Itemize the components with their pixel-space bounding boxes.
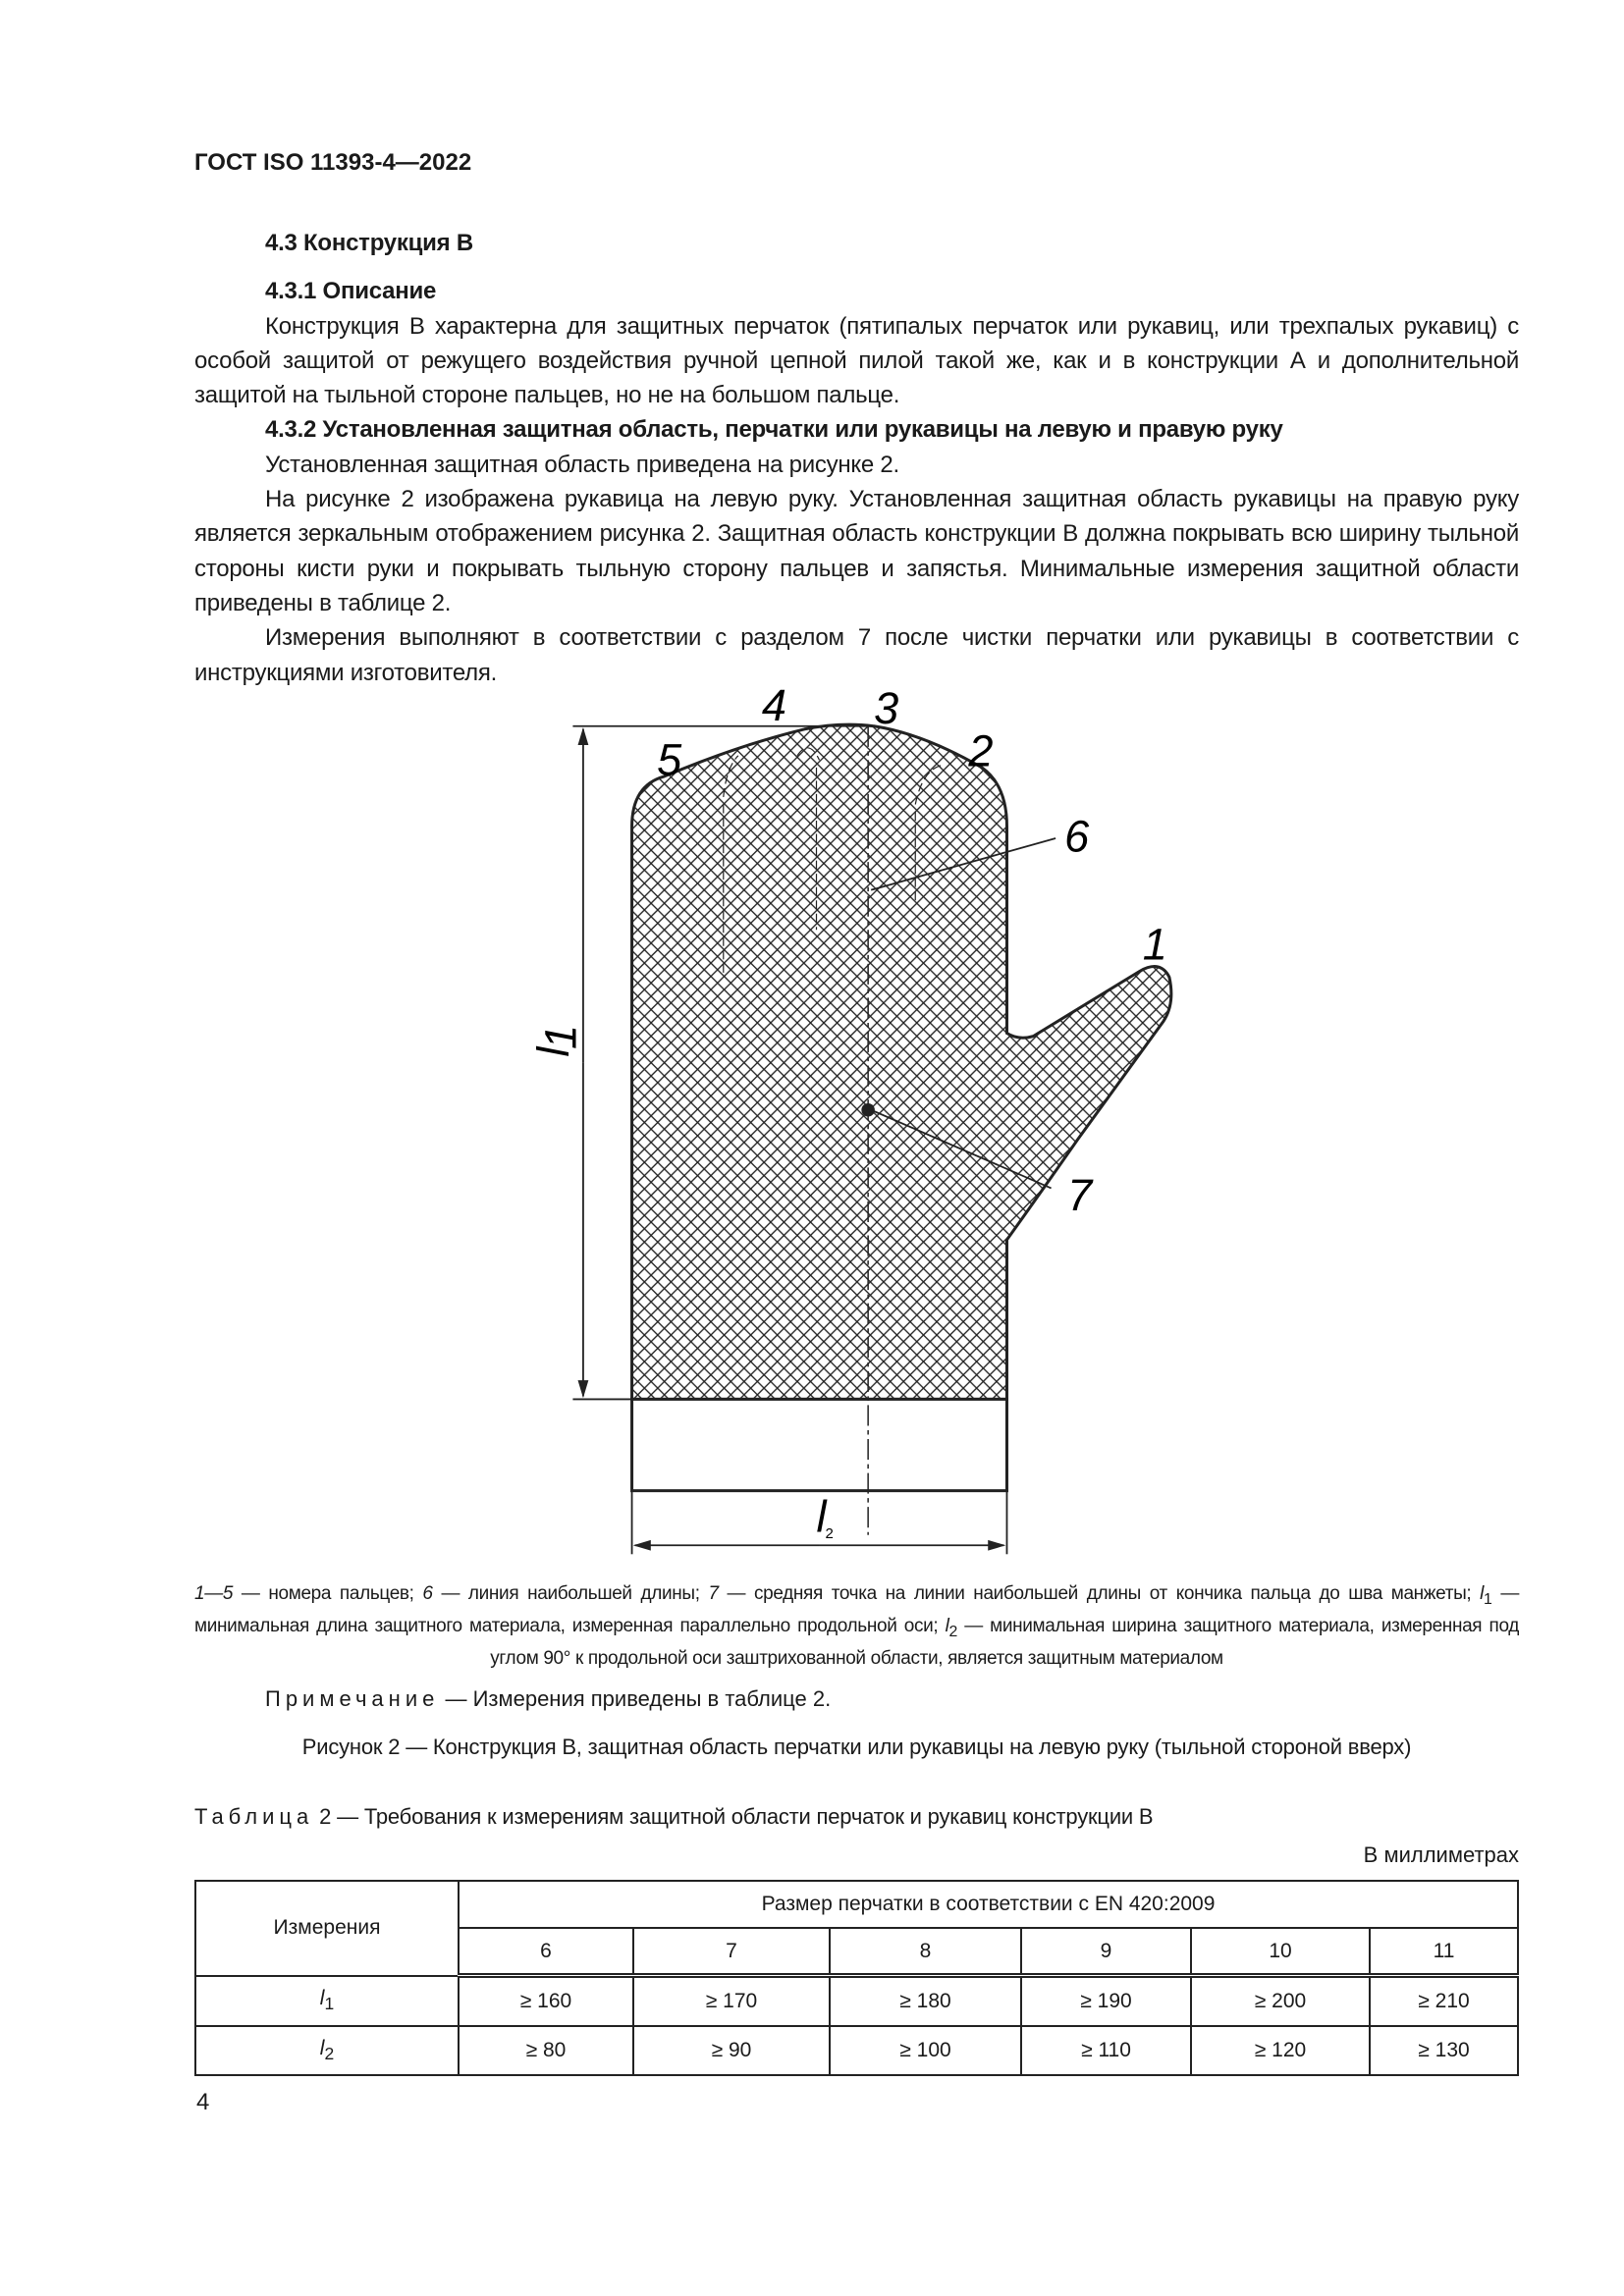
label-l2 bbox=[817, 1492, 834, 1542]
figure-legend: 1—5 — номера пальцев; 6 — линия наибольшей длины; 7 — средняя точка на линии наибольшей длины от кончика пальца до шва манжеты; $l_1$ — минимальная длина защитного материала, измеренная параллельно продольной оси; $l_2$ — минимальная ширина защитного материала, измеренная под углом 90° к продольной оси заштрихованной области, является защитным материалом bbox=[194, 1583, 1520, 1669]
svg-text:l: l bbox=[527, 1046, 578, 1057]
label-7: 7 bbox=[1067, 1169, 1093, 1220]
label-6: 6 bbox=[1064, 811, 1090, 862]
figure-note: Примечание — Измерения приведены в таблице 2. bbox=[265, 1686, 832, 1711]
mitten-outline bbox=[632, 724, 1171, 1491]
size-header: 11 bbox=[1370, 1928, 1518, 1976]
size-header: 7 bbox=[633, 1928, 830, 1976]
table-cell: ≥ 210 bbox=[1370, 1976, 1518, 2027]
label-2: 2 bbox=[968, 725, 994, 776]
table-cell: ≥ 90 bbox=[633, 2026, 830, 2075]
table-cell: ≥ 80 bbox=[459, 2026, 633, 2075]
label-3: 3 bbox=[874, 682, 899, 733]
paragraph: На рисунке 2 изображена рукавица на левую руку. Установленная защитная область рукавицы на правую руку является зеркальным отображением рисунка 2. Защитная область конструкции В должна покрывать всю ширину тыльной стороны кисти руки и покрывать тыльную сторону пальцев и запястья. Минимальные измерения защитной области приведены в таблице 2. bbox=[194, 486, 1519, 616]
table-row bbox=[195, 1976, 1518, 2027]
paragraph: Установленная защитная область приведена на рисунке 2. bbox=[265, 451, 899, 478]
table-title: Таблица 2 — Требования к измерениям защитной области перчаток и рукавиц конструкции В bbox=[194, 1804, 1154, 1829]
requirements-table bbox=[194, 1880, 1519, 2076]
table-cell: ≥ 170 bbox=[633, 1976, 830, 2027]
section-heading-4-3: 4.3 Конструкция В bbox=[265, 230, 473, 256]
paragraph: Конструкция В характерна для защитных перчаток (пятипалых перчаток или рукавиц, или трехпалых рукавиц) с особой защитой от режущего воздействия ручной цепной пилой такой же, как и в конструкции А и дополнительной защитой на тыльной стороне пальцев, но не на большом пальце. bbox=[194, 312, 1519, 409]
table-cell: ≥ 180 bbox=[830, 1976, 1021, 2027]
svg-text:1: 1 bbox=[535, 1024, 586, 1050]
label-5: 5 bbox=[657, 734, 682, 785]
table-cell: ≥ 190 bbox=[1021, 1976, 1191, 2027]
label-1: 1 bbox=[1142, 919, 1167, 970]
table-cell: ≥ 100 bbox=[830, 2026, 1021, 2075]
size-header: 8 bbox=[830, 1928, 1021, 1976]
size-header: 10 bbox=[1191, 1928, 1370, 1976]
row-label-l1: $l_1$ bbox=[195, 1976, 459, 2027]
label-4: 4 bbox=[761, 679, 786, 730]
table-row bbox=[195, 2026, 1518, 2075]
document-header: ГОСТ ISO 11393-4—2022 bbox=[194, 149, 472, 176]
header-glove-size: Размер перчатки в соответствии с EN 420:2009 bbox=[459, 1881, 1518, 1928]
table-cell: ≥ 130 bbox=[1370, 2026, 1518, 2075]
section-heading-4-3-2: 4.3.2 Установленная защитная область, перчатки или рукавицы на левую и правую руку bbox=[265, 416, 1283, 444]
svg-text:2: 2 bbox=[825, 1524, 834, 1542]
header-measurements: Измерения bbox=[195, 1881, 459, 1976]
table-cell: ≥ 110 bbox=[1021, 2026, 1191, 2075]
size-header: 6 bbox=[459, 1928, 633, 1976]
figure-title: Рисунок 2 — Конструкция В, защитная область перчатки или рукавицы на левую руку (тыльной стороной вверх) bbox=[301, 1735, 1412, 1759]
label-l1 bbox=[528, 1025, 586, 1057]
paragraph: Измерения выполняют в соответствии с разделом 7 после чистки перчатки или рукавицы в соответствии с инструкциями изготовителя. bbox=[194, 624, 1519, 686]
section-heading-4-3-1: 4.3.1 Описание bbox=[265, 278, 437, 305]
table-cell: ≥ 200 bbox=[1191, 1976, 1370, 2027]
row-label-l2: $l_2$ bbox=[195, 2026, 459, 2075]
table-cell: ≥ 160 bbox=[459, 1976, 633, 2027]
svg-text:l: l bbox=[816, 1491, 827, 1542]
table-units: В миллиметрах bbox=[1363, 1842, 1519, 1867]
page-number: 4 bbox=[196, 2089, 210, 2115]
size-header: 9 bbox=[1021, 1928, 1191, 1976]
table-cell: ≥ 120 bbox=[1191, 2026, 1370, 2075]
